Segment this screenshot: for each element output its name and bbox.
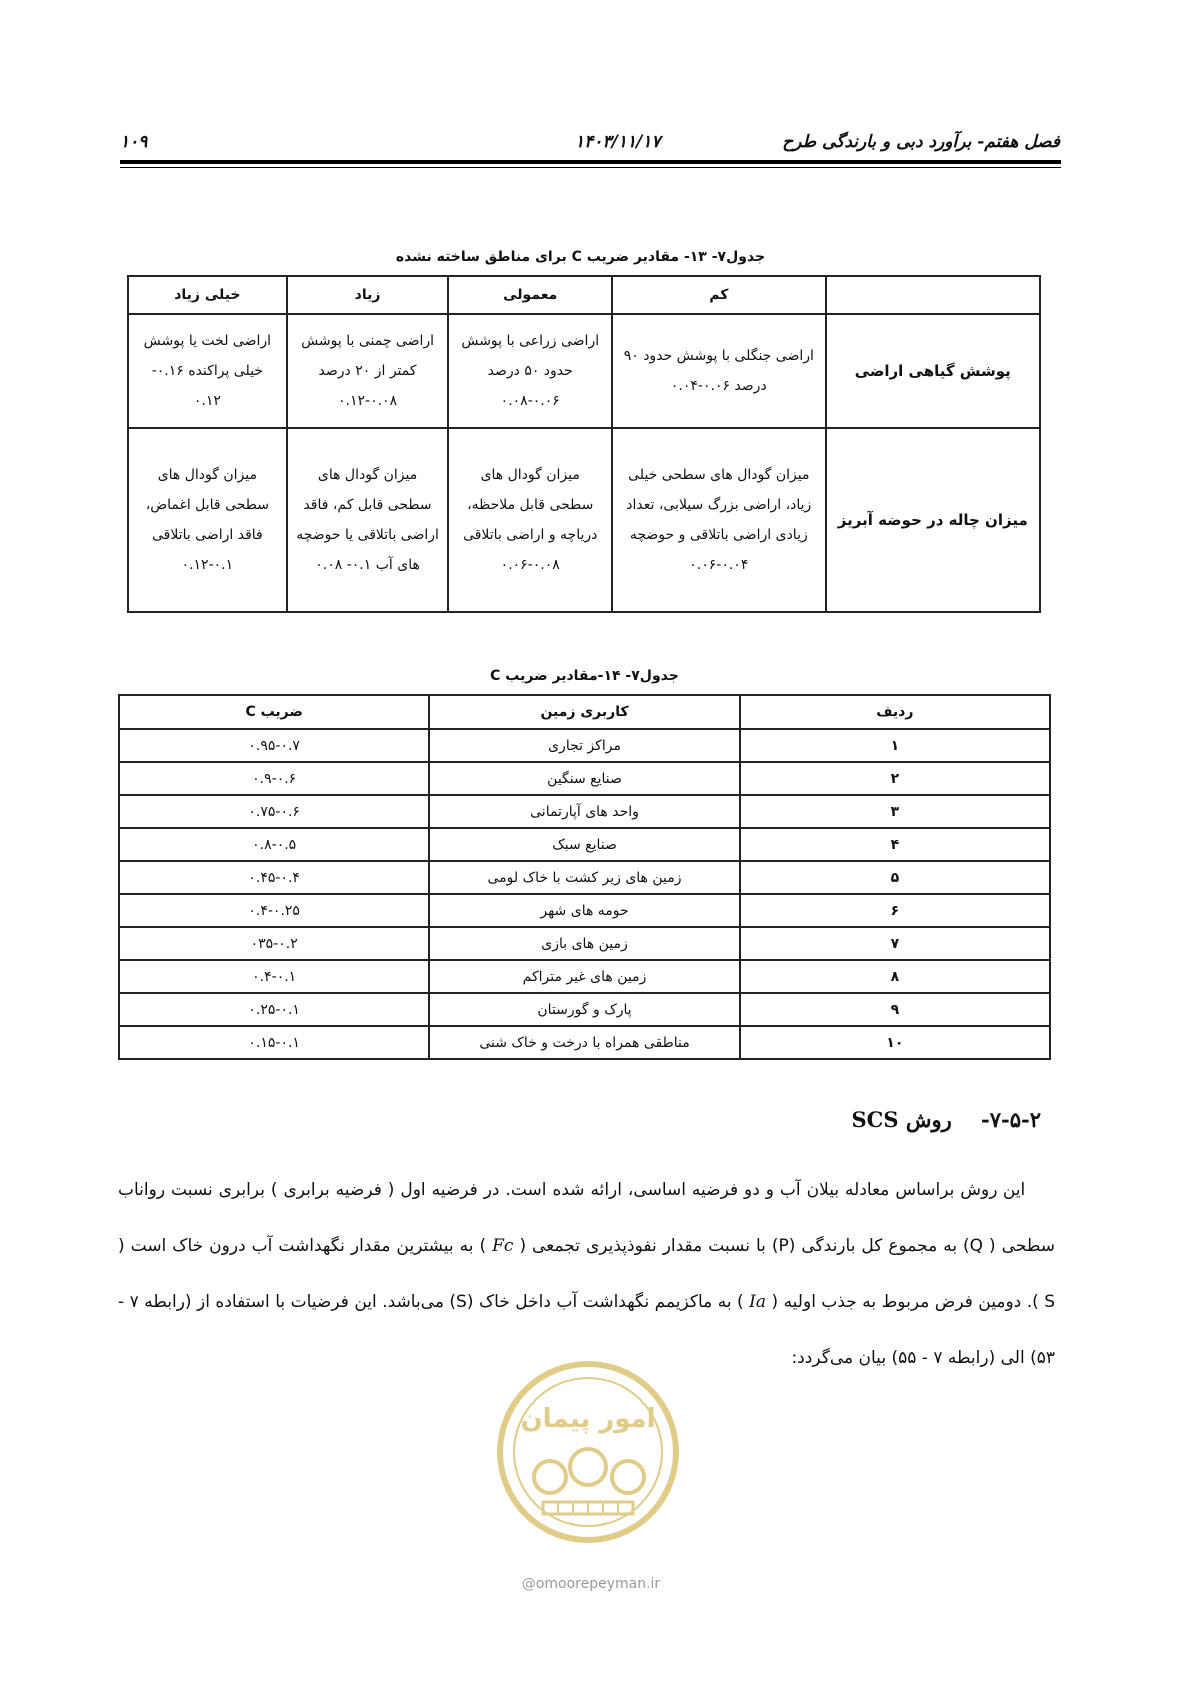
header-rule-thin: [120, 167, 1061, 168]
table-row: [119, 993, 1050, 1026]
paragraph-text-2: ) به بیشترین مقدار نگهداشت آب درون خاک است ( S ). دومین فرض مربوط به جذب اولیه (: [118, 1236, 1056, 1312]
table-cell: میزان گودال های سطحی قابل کم، فاقد اراضی باتلاقی یا حوضچه های آب ۰.۱- ۰.۰۸: [287, 428, 449, 612]
coefficient-cell: ۰.۹۵-۰.۷: [119, 729, 429, 762]
row-number: ۱۰: [740, 1026, 1050, 1059]
table-row: [119, 729, 1050, 762]
row-number: ۵: [740, 861, 1050, 894]
row-number: ۳: [740, 795, 1050, 828]
table-cell: اراضی چمنی با پوشش کمتر از ۲۰ درصد ۰.۰۸-۰.۱۲: [287, 314, 449, 428]
table-header-cell: زیاد: [287, 276, 449, 314]
table-row: [128, 428, 1040, 612]
row-number: ۸: [740, 960, 1050, 993]
table-header-cell: کم: [612, 276, 825, 314]
chapter-title: فصل هفتم- برآورد دبی و بارندگی طرح: [782, 132, 1060, 152]
table-header-row: [119, 695, 1050, 729]
table-header-row: [128, 276, 1040, 314]
watermark-logo-text: امور پیمان: [520, 1404, 656, 1434]
row-number: ۴: [740, 828, 1050, 861]
paragraph-text-1: این روش براساس معادله بیلان آب و دو فرضیه اساسی، ارائه شده است. در فرضیه اول ( فرضیه برابری ) برابری نسبت رواناب سطحی ( Q) به مجموع کل بارندگی (P) با نسبت مقدار نفوذپذیری تجمعی (: [118, 1180, 1056, 1256]
land-use-cell: زمین های غیر متراکم: [429, 960, 739, 993]
table-cell: میزان گودال های سطحی خیلی زیاد، اراضی بزرگ سیلابی، تعداد زیادی اراضی باتلاقی و حوضچه ۰.۰۴-۰.۰۶: [612, 428, 825, 612]
table-row: [119, 828, 1050, 861]
row-label: پوشش گیاهی اراضی: [826, 314, 1040, 428]
table-row: [119, 960, 1050, 993]
land-use-cell: حومه های شهر: [429, 894, 739, 927]
table-cell: اراضی جنگلی با پوشش حدود ۹۰ درصد ۰.۰۶-۰.۰۴: [612, 314, 825, 428]
table-header-cell: کاربری زمین: [429, 695, 739, 729]
coefficient-cell: ۰.۸-۰.۵: [119, 828, 429, 861]
land-use-cell: زمین های بازی: [429, 927, 739, 960]
table-header-cell: [826, 276, 1040, 314]
coefficient-cell: ۰۳۵-۰.۲: [119, 927, 429, 960]
land-use-cell: صنایع سنگین: [429, 762, 739, 795]
table-row: [119, 927, 1050, 960]
table-row: [119, 762, 1050, 795]
table-landuse-c-coefficients: [118, 694, 1051, 1060]
table-cell: میزان گودال های سطحی قابل ملاحظه، دریاچه و اراضی باتلاقی ۰.۰۸-۰.۰۶: [448, 428, 612, 612]
table-cell: اراضی زراعی با پوشش حدود ۵۰ درصد ۰.۰۶-۰.۰۸: [448, 314, 612, 428]
watermark-logo: [488, 1352, 688, 1572]
page-header: [120, 128, 1060, 156]
header-date: ۱۴۰۳/۱۱/۱۷: [575, 132, 661, 152]
table-row: [119, 1026, 1050, 1059]
land-use-cell: زمین های زیر کشت با خاک لومی: [429, 861, 739, 894]
coefficient-cell: ۰.۹-۰.۶: [119, 762, 429, 795]
table-cell: اراضی لخت یا پوشش خیلی پراکنده ۰.۱۶- ۰.۱۲: [128, 314, 287, 428]
table-unbuilt-c-coefficients: [127, 275, 1041, 613]
table-row: [119, 861, 1050, 894]
fc-symbol: Fc: [492, 1236, 514, 1256]
header-rule-thick: [120, 160, 1061, 164]
row-number: ۲: [740, 762, 1050, 795]
ia-symbol: Ia: [749, 1292, 766, 1312]
land-use-cell: مراکز تجاری: [429, 729, 739, 762]
page-number: ۱۰۹: [120, 132, 148, 152]
section-title: روش SCS: [851, 1107, 952, 1132]
land-use-cell: صنایع سبک: [429, 828, 739, 861]
coefficient-cell: ۰.۴-۰.۱: [119, 960, 429, 993]
coefficient-cell: ۰.۱۵-۰.۱: [119, 1026, 429, 1059]
coefficient-cell: ۰.۴-۰.۲۵: [119, 894, 429, 927]
table-cell: میزان گودال های سطحی قابل اغماض، فاقد اراضی باتلاقی ۰.۱-۰.۱۲: [128, 428, 287, 612]
paragraph-text-3: ) به ماکزیمم نگهداشت آب داخل خاک (S) می‌باشد. این فرضیات با استفاده از (رابطه ۷ - ۵۳) الی (رابطه ۷ - ۵۵) بیان می‌گردد:: [118, 1292, 1055, 1368]
table1-caption: جدول۷- ۱۳- مقادیر ضریب C برای مناطق ساخته نشده: [395, 249, 766, 265]
table-header-cell: ردیف: [740, 695, 1050, 729]
table2-caption: جدول۷- ۱۴-مقادیر ضریب C: [490, 668, 679, 684]
coefficient-cell: ۰.۴۵-۰.۴: [119, 861, 429, 894]
table-row: [128, 314, 1040, 428]
table-header-cell: خیلی زیاد: [128, 276, 287, 314]
land-use-cell: واحد های آپارتمانی: [429, 795, 739, 828]
section-heading: [851, 1107, 1041, 1132]
section-number: ۷-۵-۲-: [981, 1107, 1041, 1132]
table-row: [119, 894, 1050, 927]
table-header-cell: معمولی: [448, 276, 612, 314]
table-row: [119, 795, 1050, 828]
row-number: ۹: [740, 993, 1050, 1026]
table-header-cell: ضریب C: [119, 695, 429, 729]
land-use-cell: پارک و گورستان: [429, 993, 739, 1026]
coefficient-cell: ۰.۷۵-۰.۶: [119, 795, 429, 828]
row-number: ۶: [740, 894, 1050, 927]
row-label: میزان چاله در حوضه آبریز: [826, 428, 1040, 612]
coefficient-cell: ۰.۲۵-۰.۱: [119, 993, 429, 1026]
row-number: ۷: [740, 927, 1050, 960]
land-use-cell: مناطقی همراه با درخت و خاک شنی: [429, 1026, 739, 1059]
watermark-url: @omoorepeyman.ir: [521, 1576, 661, 1592]
row-number: ۱: [740, 729, 1050, 762]
